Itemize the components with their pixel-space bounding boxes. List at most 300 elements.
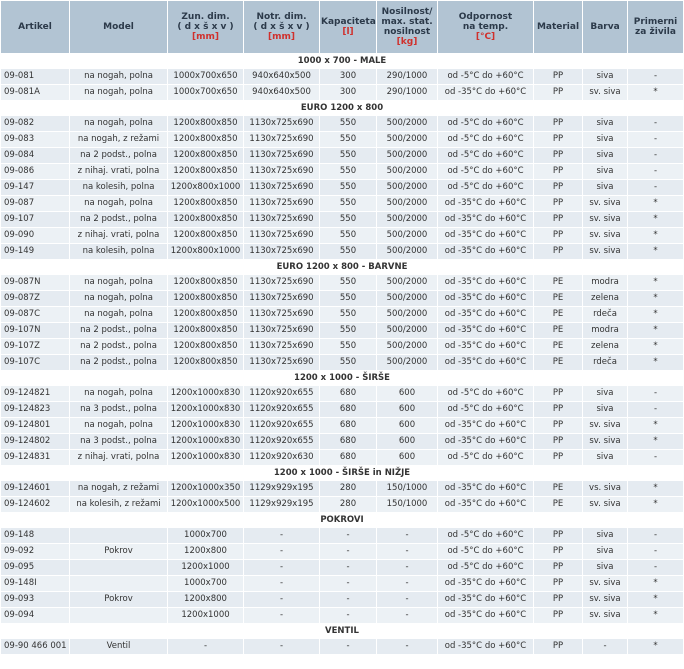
cell-model: na 2 podst., polna xyxy=(70,323,167,338)
cell-material: PP xyxy=(534,639,582,654)
table-row xyxy=(1,69,683,84)
cell-outer-dimensions: 1200x1000x830 xyxy=(168,418,243,433)
column-header-outer-dimensions xyxy=(168,1,243,53)
cell-color: - xyxy=(583,639,627,654)
cell-model: Pokrov xyxy=(70,592,167,607)
cell-inner-dimensions: 1130x725x690 xyxy=(244,339,319,354)
cell-color: siva xyxy=(583,386,627,401)
column-header-label: Odpornost xyxy=(458,12,513,22)
cell-material: PP xyxy=(534,402,582,417)
cell-inner-dimensions: 1129x929x195 xyxy=(244,497,319,512)
cell-temperature-resistance: od -5°C do +60°C xyxy=(438,544,533,559)
cell-color: siva xyxy=(583,69,627,84)
table-row xyxy=(1,85,683,100)
column-header-model xyxy=(70,1,167,53)
table-row xyxy=(1,418,683,433)
column-header-label: ( d x š x v ) xyxy=(253,22,310,32)
cell-load-capacity: 500/2000 xyxy=(377,212,437,227)
cell-model: na 2 podst., polna xyxy=(70,339,167,354)
cell-temperature-resistance: od -35°C do +60°C xyxy=(438,497,533,512)
cell-food-safe: * xyxy=(628,497,683,512)
cell-inner-dimensions: 1130x725x690 xyxy=(244,148,319,163)
cell-capacity: - xyxy=(320,544,376,559)
cell-load-capacity: - xyxy=(377,608,437,623)
cell-model: na nogah, z režami xyxy=(70,132,167,147)
column-header-capacity xyxy=(320,1,376,53)
column-header-label: Artikel xyxy=(18,22,52,32)
cell-capacity: 300 xyxy=(320,85,376,100)
cell-capacity: 680 xyxy=(320,402,376,417)
cell-outer-dimensions: - xyxy=(168,639,243,654)
cell-artikel: 09-087C xyxy=(1,307,69,322)
cell-material: PP xyxy=(534,196,582,211)
table-row xyxy=(1,355,683,370)
cell-temperature-resistance: od -5°C do +60°C xyxy=(438,528,533,543)
cell-model: na nogah, polna xyxy=(70,69,167,84)
cell-food-safe: * xyxy=(628,576,683,591)
column-header-label: Barva xyxy=(590,22,620,32)
cell-outer-dimensions: 1200x800x850 xyxy=(168,148,243,163)
cell-artikel: 09-90 466 001 xyxy=(1,639,69,654)
table-row xyxy=(1,576,683,591)
cell-material: PP xyxy=(534,450,582,465)
cell-color: siva xyxy=(583,180,627,195)
cell-color: sv. siva xyxy=(583,497,627,512)
cell-artikel: 09-094 xyxy=(1,608,69,623)
cell-inner-dimensions: 1130x725x690 xyxy=(244,164,319,179)
cell-color: rdeča xyxy=(583,307,627,322)
cell-material: PP xyxy=(534,544,582,559)
cell-model: na kolesih, polna xyxy=(70,244,167,259)
cell-color: sv. siva xyxy=(583,85,627,100)
cell-color: siva xyxy=(583,148,627,163)
cell-outer-dimensions: 1200x800x850 xyxy=(168,228,243,243)
cell-food-safe: - xyxy=(628,386,683,401)
cell-food-safe: * xyxy=(628,481,683,496)
cell-color: sv. siva xyxy=(583,196,627,211)
cell-color: siva xyxy=(583,560,627,575)
cell-model xyxy=(70,608,167,623)
cell-load-capacity: 500/2000 xyxy=(377,339,437,354)
cell-load-capacity: 500/2000 xyxy=(377,275,437,290)
cell-color: sv. siva xyxy=(583,418,627,433)
cell-model: na 3 podst., polna xyxy=(70,434,167,449)
section-title: EURO 1200 x 800 - BARVNE xyxy=(1,260,683,274)
column-header-material xyxy=(534,1,582,53)
cell-color: siva xyxy=(583,544,627,559)
cell-outer-dimensions: 1200x800x850 xyxy=(168,307,243,322)
cell-inner-dimensions: 940x640x500 xyxy=(244,85,319,100)
cell-artikel: 09-082 xyxy=(1,116,69,131)
table-row xyxy=(1,434,683,449)
table-row xyxy=(1,450,683,465)
cell-food-safe: * xyxy=(628,639,683,654)
cell-model: na nogah, polna xyxy=(70,196,167,211)
cell-outer-dimensions: 1200x1000x830 xyxy=(168,386,243,401)
column-header-label: max. stat. xyxy=(381,17,433,27)
cell-capacity: 550 xyxy=(320,339,376,354)
cell-temperature-resistance: od -35°C do +60°C xyxy=(438,291,533,306)
cell-artikel: 09-095 xyxy=(1,560,69,575)
cell-artikel: 09-124801 xyxy=(1,418,69,433)
column-unit: [kg] xyxy=(396,37,418,47)
cell-material: PP xyxy=(534,418,582,433)
cell-load-capacity: - xyxy=(377,544,437,559)
column-unit: [mm] xyxy=(268,32,295,42)
section-title: 1000 x 700 - MALE xyxy=(1,54,683,68)
cell-inner-dimensions: - xyxy=(244,576,319,591)
column-header-label: Primerni xyxy=(633,17,678,27)
cell-model xyxy=(70,528,167,543)
cell-material: PP xyxy=(534,386,582,401)
cell-load-capacity: 500/2000 xyxy=(377,244,437,259)
cell-temperature-resistance: od -35°C do +60°C xyxy=(438,418,533,433)
table-row xyxy=(1,275,683,290)
cell-temperature-resistance: od -5°C do +60°C xyxy=(438,402,533,417)
cell-capacity: 550 xyxy=(320,180,376,195)
cell-load-capacity: 290/1000 xyxy=(377,69,437,84)
section-header-row xyxy=(1,624,683,638)
cell-outer-dimensions: 1000x700x650 xyxy=(168,69,243,84)
cell-load-capacity: 500/2000 xyxy=(377,291,437,306)
cell-material: PP xyxy=(534,132,582,147)
cell-inner-dimensions: - xyxy=(244,592,319,607)
cell-outer-dimensions: 1200x1000x830 xyxy=(168,434,243,449)
cell-artikel: 09-148 xyxy=(1,528,69,543)
cell-load-capacity: 500/2000 xyxy=(377,148,437,163)
cell-model: na kolesih, polna xyxy=(70,180,167,195)
cell-food-safe: - xyxy=(628,402,683,417)
cell-artikel: 09-107 xyxy=(1,212,69,227)
table-row xyxy=(1,544,683,559)
column-header-label: Model xyxy=(103,22,134,32)
cell-temperature-resistance: od -35°C do +60°C xyxy=(438,576,533,591)
cell-capacity: 550 xyxy=(320,164,376,179)
cell-inner-dimensions: - xyxy=(244,608,319,623)
cell-inner-dimensions: 1130x725x690 xyxy=(244,228,319,243)
section-title: VENTIL xyxy=(1,624,683,638)
cell-inner-dimensions: 1130x725x690 xyxy=(244,355,319,370)
cell-capacity: 550 xyxy=(320,132,376,147)
cell-temperature-resistance: od -5°C do +60°C xyxy=(438,180,533,195)
cell-temperature-resistance: od -5°C do +60°C xyxy=(438,116,533,131)
table-row xyxy=(1,196,683,211)
cell-temperature-resistance: od -35°C do +60°C xyxy=(438,434,533,449)
cell-capacity: 280 xyxy=(320,497,376,512)
cell-capacity: - xyxy=(320,528,376,543)
cell-material: PP xyxy=(534,528,582,543)
cell-color: siva xyxy=(583,402,627,417)
cell-artikel: 09-148I xyxy=(1,576,69,591)
cell-capacity: 550 xyxy=(320,355,376,370)
cell-color: sv. siva xyxy=(583,212,627,227)
cell-inner-dimensions: - xyxy=(244,544,319,559)
cell-food-safe: * xyxy=(628,418,683,433)
cell-temperature-resistance: od -35°C do +60°C xyxy=(438,608,533,623)
table-row xyxy=(1,244,683,259)
cell-model: na nogah, polna xyxy=(70,307,167,322)
cell-load-capacity: 290/1000 xyxy=(377,85,437,100)
cell-material: PP xyxy=(534,180,582,195)
cell-food-safe: * xyxy=(628,196,683,211)
table-row xyxy=(1,228,683,243)
cell-inner-dimensions: 1130x725x690 xyxy=(244,244,319,259)
column-unit: [l] xyxy=(342,27,354,37)
cell-inner-dimensions: 1130x725x690 xyxy=(244,132,319,147)
cell-material: PE xyxy=(534,339,582,354)
cell-material: PE xyxy=(534,307,582,322)
cell-load-capacity: - xyxy=(377,592,437,607)
column-header-color xyxy=(583,1,627,53)
cell-capacity: 550 xyxy=(320,291,376,306)
cell-model: Pokrov xyxy=(70,544,167,559)
cell-model: na nogah, polna xyxy=(70,386,167,401)
column-header-label: nosilnost xyxy=(383,27,431,37)
cell-artikel: 09-087 xyxy=(1,196,69,211)
cell-color: zelena xyxy=(583,339,627,354)
cell-load-capacity: - xyxy=(377,560,437,575)
cell-model: na nogah, polna xyxy=(70,116,167,131)
cell-color: zelena xyxy=(583,291,627,306)
cell-artikel: 09-124602 xyxy=(1,497,69,512)
cell-food-safe: * xyxy=(628,323,683,338)
column-header-load-capacity xyxy=(377,1,437,53)
cell-material: PP xyxy=(534,434,582,449)
cell-food-safe: * xyxy=(628,85,683,100)
table-row xyxy=(1,497,683,512)
cell-model: na 2 podst., polna xyxy=(70,212,167,227)
cell-outer-dimensions: 1200x800x1000 xyxy=(168,244,243,259)
cell-inner-dimensions: 1120x920x655 xyxy=(244,402,319,417)
cell-temperature-resistance: od -5°C do +60°C xyxy=(438,560,533,575)
cell-load-capacity: 150/1000 xyxy=(377,481,437,496)
cell-artikel: 09-081A xyxy=(1,85,69,100)
cell-material: PE xyxy=(534,481,582,496)
cell-model: na nogah, polna xyxy=(70,275,167,290)
cell-artikel: 09-124802 xyxy=(1,434,69,449)
cell-model: na nogah, z režami xyxy=(70,481,167,496)
cell-artikel: 09-149 xyxy=(1,244,69,259)
cell-load-capacity: 500/2000 xyxy=(377,116,437,131)
cell-temperature-resistance: od -35°C do +60°C xyxy=(438,244,533,259)
cell-load-capacity: 600 xyxy=(377,434,437,449)
cell-load-capacity: 600 xyxy=(377,402,437,417)
cell-color: sv. siva xyxy=(583,228,627,243)
cell-outer-dimensions: 1200x1000x830 xyxy=(168,402,243,417)
column-header-label: za živila xyxy=(635,27,676,37)
cell-capacity: 550 xyxy=(320,323,376,338)
cell-load-capacity: - xyxy=(377,639,437,654)
cell-color: siva xyxy=(583,132,627,147)
cell-inner-dimensions: 1120x920x630 xyxy=(244,450,319,465)
column-unit: [°C] xyxy=(475,32,496,42)
table-row xyxy=(1,386,683,401)
cell-capacity: - xyxy=(320,560,376,575)
section-header-row xyxy=(1,260,683,274)
cell-capacity: 550 xyxy=(320,275,376,290)
column-header-label: Kapaciteta xyxy=(321,17,376,27)
cell-food-safe: - xyxy=(628,180,683,195)
table-row xyxy=(1,212,683,227)
cell-temperature-resistance: od -35°C do +60°C xyxy=(438,339,533,354)
cell-inner-dimensions: 1120x920x655 xyxy=(244,434,319,449)
cell-outer-dimensions: 1200x800x850 xyxy=(168,339,243,354)
cell-color: siva xyxy=(583,528,627,543)
cell-outer-dimensions: 1200x800x850 xyxy=(168,275,243,290)
table-row xyxy=(1,560,683,575)
section-title: EURO 1200 x 800 xyxy=(1,101,683,115)
cell-model xyxy=(70,560,167,575)
cell-inner-dimensions: 1129x929x195 xyxy=(244,481,319,496)
cell-load-capacity: 500/2000 xyxy=(377,164,437,179)
cell-artikel: 09-107C xyxy=(1,355,69,370)
table-row xyxy=(1,323,683,338)
cell-load-capacity: 600 xyxy=(377,386,437,401)
table-row xyxy=(1,148,683,163)
cell-material: PE xyxy=(534,291,582,306)
table-body xyxy=(1,54,683,654)
cell-temperature-resistance: od -5°C do +60°C xyxy=(438,386,533,401)
cell-color: siva xyxy=(583,164,627,179)
table-row xyxy=(1,132,683,147)
table-row xyxy=(1,402,683,417)
cell-outer-dimensions: 1200x800x850 xyxy=(168,291,243,306)
cell-color: siva xyxy=(583,116,627,131)
cell-outer-dimensions: 1200x1000x500 xyxy=(168,497,243,512)
column-header-label: Material xyxy=(536,22,580,32)
section-title: 1200 x 1000 - ŠIRŠE xyxy=(1,371,683,385)
section-header-row xyxy=(1,54,683,68)
cell-material: PP xyxy=(534,164,582,179)
cell-inner-dimensions: 1130x725x690 xyxy=(244,116,319,131)
cell-material: PP xyxy=(534,212,582,227)
cell-food-safe: * xyxy=(628,434,683,449)
cell-load-capacity: - xyxy=(377,576,437,591)
column-header-label: Zun. dim. xyxy=(181,12,230,22)
cell-outer-dimensions: 1200x1000 xyxy=(168,560,243,575)
section-title: POKROVI xyxy=(1,513,683,527)
cell-inner-dimensions: 1130x725x690 xyxy=(244,196,319,211)
cell-capacity: 550 xyxy=(320,244,376,259)
cell-material: PP xyxy=(534,244,582,259)
cell-artikel: 09-090 xyxy=(1,228,69,243)
cell-artikel: 09-124601 xyxy=(1,481,69,496)
cell-food-safe: - xyxy=(628,560,683,575)
cell-inner-dimensions: 940x640x500 xyxy=(244,69,319,84)
cell-food-safe: - xyxy=(628,148,683,163)
cell-food-safe: * xyxy=(628,355,683,370)
section-header-row xyxy=(1,101,683,115)
cell-color: rdeča xyxy=(583,355,627,370)
cell-capacity: - xyxy=(320,576,376,591)
cell-model: na nogah, polna xyxy=(70,291,167,306)
cell-temperature-resistance: od -35°C do +60°C xyxy=(438,85,533,100)
cell-inner-dimensions: - xyxy=(244,639,319,654)
cell-material: PE xyxy=(534,497,582,512)
cell-outer-dimensions: 1000x700x650 xyxy=(168,85,243,100)
cell-material: PP xyxy=(534,608,582,623)
cell-material: PP xyxy=(534,85,582,100)
table-row xyxy=(1,180,683,195)
cell-load-capacity: 500/2000 xyxy=(377,307,437,322)
cell-temperature-resistance: od -35°C do +60°C xyxy=(438,481,533,496)
cell-material: PP xyxy=(534,116,582,131)
cell-outer-dimensions: 1200x800 xyxy=(168,592,243,607)
cell-load-capacity: 500/2000 xyxy=(377,180,437,195)
cell-outer-dimensions: 1200x800x850 xyxy=(168,323,243,338)
cell-load-capacity: 150/1000 xyxy=(377,497,437,512)
cell-food-safe: * xyxy=(628,228,683,243)
cell-temperature-resistance: od -35°C do +60°C xyxy=(438,639,533,654)
cell-load-capacity: 500/2000 xyxy=(377,228,437,243)
cell-material: PP xyxy=(534,592,582,607)
cell-temperature-resistance: od -35°C do +60°C xyxy=(438,212,533,227)
section-title: 1200 x 1000 - ŠIRŠE in NIŽJE xyxy=(1,466,683,480)
cell-model: na 2 podst., polna xyxy=(70,355,167,370)
table-row xyxy=(1,528,683,543)
cell-material: PE xyxy=(534,275,582,290)
cell-temperature-resistance: od -35°C do +60°C xyxy=(438,196,533,211)
cell-model: na 2 podst., polna xyxy=(70,148,167,163)
column-unit: [mm] xyxy=(192,32,219,42)
cell-food-safe: * xyxy=(628,291,683,306)
cell-model: z nihaj. vrati, polna xyxy=(70,450,167,465)
cell-model: na kolesih, z režami xyxy=(70,497,167,512)
cell-food-safe: - xyxy=(628,164,683,179)
cell-outer-dimensions: 1200x1000 xyxy=(168,608,243,623)
cell-food-safe: - xyxy=(628,132,683,147)
cell-food-safe: * xyxy=(628,339,683,354)
cell-temperature-resistance: od -35°C do +60°C xyxy=(438,307,533,322)
column-header-label: Nosilnost/ xyxy=(381,7,433,17)
cell-inner-dimensions: 1130x725x690 xyxy=(244,212,319,227)
cell-color: modra xyxy=(583,275,627,290)
cell-capacity: 280 xyxy=(320,481,376,496)
table-row xyxy=(1,307,683,322)
cell-temperature-resistance: od -5°C do +60°C xyxy=(438,450,533,465)
cell-artikel: 09-087N xyxy=(1,275,69,290)
cell-load-capacity: 500/2000 xyxy=(377,132,437,147)
cell-load-capacity: 600 xyxy=(377,450,437,465)
cell-material: PP xyxy=(534,576,582,591)
cell-outer-dimensions: 1000x700 xyxy=(168,528,243,543)
cell-outer-dimensions: 1200x1000x350 xyxy=(168,481,243,496)
table-row xyxy=(1,164,683,179)
cell-material: PP xyxy=(534,69,582,84)
table-row xyxy=(1,481,683,496)
cell-temperature-resistance: od -5°C do +60°C xyxy=(438,69,533,84)
cell-capacity: 550 xyxy=(320,228,376,243)
cell-artikel: 09-087Z xyxy=(1,291,69,306)
table-row xyxy=(1,639,683,654)
cell-inner-dimensions: 1120x920x655 xyxy=(244,386,319,401)
cell-load-capacity: 500/2000 xyxy=(377,196,437,211)
column-header-temperature-resistance xyxy=(438,1,533,53)
cell-artikel: 09-092 xyxy=(1,544,69,559)
cell-artikel: 09-084 xyxy=(1,148,69,163)
cell-model: na nogah, polna xyxy=(70,85,167,100)
cell-load-capacity: 500/2000 xyxy=(377,355,437,370)
cell-inner-dimensions: 1130x725x690 xyxy=(244,307,319,322)
cell-inner-dimensions: 1130x725x690 xyxy=(244,275,319,290)
table-row xyxy=(1,116,683,131)
cell-outer-dimensions: 1200x800x850 xyxy=(168,196,243,211)
cell-temperature-resistance: od -35°C do +60°C xyxy=(438,323,533,338)
column-header-label: Notr. dim. xyxy=(256,12,307,22)
cell-capacity: 680 xyxy=(320,450,376,465)
cell-color: siva xyxy=(583,450,627,465)
cell-temperature-resistance: od -35°C do +60°C xyxy=(438,355,533,370)
